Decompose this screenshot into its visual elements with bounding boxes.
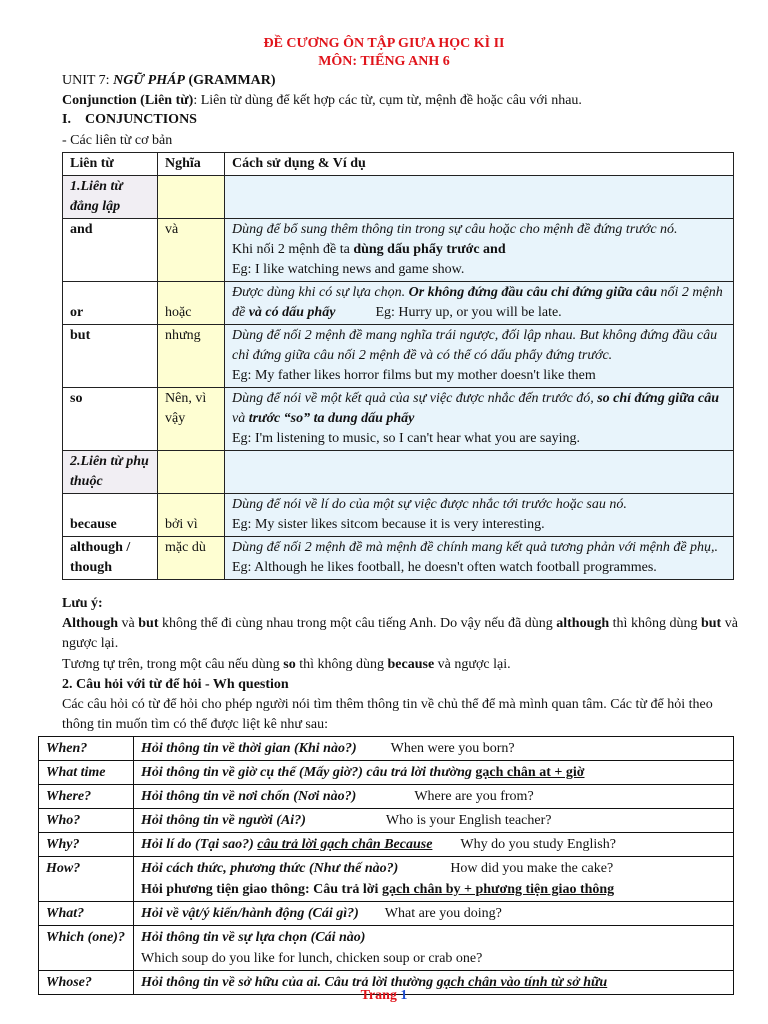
group-coordinating: 1.Liên từ đẳng lập [63, 176, 158, 219]
wh-desc-text: Hỏi thông tin về thời gian (Khi nào?) [141, 741, 357, 756]
table-row [63, 494, 734, 537]
usage-text: Dùng để nối 2 mệnh đề mà mệnh đề chính mang kết quả tương phản với mệnh đề phụ,. [232, 540, 719, 555]
wh-whose: Whose? [39, 971, 134, 995]
wh-example: Who is your English teacher? [385, 813, 552, 828]
note-text: và ngược lại. [62, 616, 738, 651]
unit-prefix: UNIT 7: [62, 73, 114, 88]
wh-underline: gạch chân by + phương tiện giao thông [381, 882, 615, 897]
table-row [39, 785, 734, 809]
conj-although: although / though [63, 537, 158, 580]
meaning-because: bởi vì [158, 494, 225, 537]
conjunction-table [62, 152, 734, 580]
usage-and [225, 219, 734, 282]
wh-heading: 2. Câu hỏi với từ để hỏi - Wh question [62, 677, 289, 692]
doc-title-line1: ĐỀ CƯƠNG ÔN TẬP GIƯA HỌC KÌ II [263, 36, 505, 51]
table-row [63, 219, 734, 282]
table-row [63, 537, 734, 580]
wh-who-desc [134, 809, 734, 833]
basic-list-label: - Các liên từ cơ bản [62, 133, 173, 148]
usage-text: Dùng để bổ sung thêm thông tin trong sự câu hoặc cho mệnh đề đứng trước nó. [232, 222, 678, 237]
note-text: và [118, 616, 139, 631]
note-text: và ngược lại. [434, 657, 511, 672]
table-row [63, 451, 734, 494]
wh-who: Who? [39, 809, 134, 833]
wh-example: Why do you study English? [460, 837, 616, 852]
section-number: I. [62, 112, 71, 127]
table-row [63, 388, 734, 451]
note-text: Tương tự trên, trong một câu nếu dùng [62, 657, 284, 672]
usage-text: Được dùng khi có sự lựa chọn. [232, 285, 409, 300]
example-text: Eg: I like watching news and game show. [232, 262, 465, 277]
note-text: thì không dùng [609, 616, 701, 631]
wh-intro: Các câu hỏi có từ để hỏi cho phép người nói tìm thêm thông tin về chủ thể để mà mình quan tâm. Các từ để hỏi theo thông tin muốn tìm có thể được liệt kê như sau: [62, 697, 713, 732]
wh-which-desc [134, 926, 734, 971]
table-row [39, 833, 734, 857]
wh-what-desc [134, 902, 734, 926]
header-usage: Cách sử dụng & Ví dụ [225, 153, 734, 176]
wh-desc-text: Hỏi thông tin về sự lựa chọn (Cái nào) [141, 930, 366, 945]
wh-how-desc [134, 857, 734, 902]
empty-cell [158, 176, 225, 219]
usage-emphasis: Or không đứng đầu câu chỉ đứng giữa câu [408, 285, 658, 300]
wh-desc-text: Hỏi về vật/ý kiến/hành động (Cái gì?) [141, 906, 359, 921]
wh-whattime-desc [134, 761, 734, 785]
wh-which: Which (one)? [39, 926, 134, 971]
wh-what: What? [39, 902, 134, 926]
note-bold: because [387, 657, 435, 672]
conjunction-definition [62, 91, 742, 111]
wh-underline: câu trả lời gạch chân Because [257, 837, 433, 852]
header-meaning: Nghĩa [158, 153, 225, 176]
usage-or [225, 282, 734, 325]
note-text: thì không dùng [295, 657, 388, 672]
meaning-but: nhưng [158, 325, 225, 388]
section-heading [62, 110, 742, 130]
usage-but [225, 325, 734, 388]
meaning-although: mặc dù [158, 537, 225, 580]
example-text: Eg: My sister likes sitcom because it is very interesting. [232, 517, 545, 532]
wh-desc-text: Hỏi phương tiện giao thông: Câu trả lời [141, 882, 382, 897]
meaning-or: hoặc [158, 282, 225, 325]
note-text: không thể đi cùng nhau trong một câu tiếng Anh. Do vậy nếu đã dùng [158, 616, 557, 631]
note-bold: but [138, 616, 159, 631]
conj-so: so [63, 388, 158, 451]
note-bold: but [700, 616, 722, 631]
usage-text: Dùng để nói về lí do của một sự việc được nhắc tới trước hoặc sau nó. [232, 497, 627, 512]
usage-text: và [232, 411, 249, 426]
table-row [63, 325, 734, 388]
wh-desc-text: Hỏi thông tin về người (Ai?) [141, 813, 306, 828]
table-row [39, 809, 734, 833]
table-row [39, 902, 734, 926]
usage-emphasis: dùng dấu phẩy trước and [353, 242, 506, 257]
wh-underline: gạch chân at + giờ [475, 765, 585, 780]
unit-suffix: (GRAMMAR) [184, 73, 276, 88]
wh-question-table [38, 736, 734, 995]
wh-desc-text: Hỏi thông tin về nơi chốn (Nơi nào?) [141, 789, 357, 804]
table-row [63, 282, 734, 325]
table-header-row [63, 153, 734, 176]
wh-desc-text: Hỏi cách thức, phương thức (Như thế nào?) [141, 861, 399, 876]
wh-whattime: What time [39, 761, 134, 785]
wh-when-desc [134, 737, 734, 761]
wh-desc-text: Hỏi thông tin về sở hữu của ai. Câu trả lời thường [141, 975, 437, 990]
table-row [39, 761, 734, 785]
example-text: Eg: Although he likes football, he doesn't often watch football programmes. [232, 560, 657, 575]
wh-where: Where? [39, 785, 134, 809]
example-text: Eg: I'm listening to music, so I can't hear what you are saying. [232, 431, 580, 446]
section-title: CONJUNCTIONS [84, 112, 197, 127]
example-text: Eg: My father likes horror films but my mother doesn't like them [232, 368, 596, 383]
usage-because [225, 494, 734, 537]
wh-why-desc [134, 833, 734, 857]
doc-title-line2: MÔN: TIẾNG ANH 6 [318, 54, 450, 69]
conj-term: Conjunction (Liên từ) [62, 93, 194, 108]
note-bold: although [556, 616, 610, 631]
usage-although [225, 537, 734, 580]
wh-example: How did you make the cake? [450, 861, 614, 876]
usage-emphasis: trước “so” ta dung dấu phẩy [248, 411, 415, 426]
conj-because: because [63, 494, 158, 537]
unit-italic: NGỮ PHÁP [113, 73, 185, 88]
wh-example: When were you born? [390, 741, 515, 756]
wh-underline: gạch chân vào tính từ sở hữu [436, 975, 608, 990]
wh-how: How? [39, 857, 134, 902]
note-label: Lưu ý: [62, 596, 103, 611]
wh-desc-text: Hỏi lí do (Tại sao?) [141, 837, 258, 852]
note-bold: so [283, 657, 296, 672]
usage-so [225, 388, 734, 451]
wh-example: Which soup do you like for lunch, chicken soup or crab one? [141, 951, 483, 966]
wh-example: Where are you from? [414, 789, 534, 804]
table-row [63, 176, 734, 219]
usage-text: nối 2 mệnh đề [232, 285, 723, 320]
wh-why: Why? [39, 833, 134, 857]
empty-cell [225, 451, 734, 494]
empty-cell [225, 176, 734, 219]
wh-desc-text: Hỏi thông tin về giờ cụ thể (Mấy giờ?) câu trả lời thường [141, 765, 476, 780]
group-subordinating: 2.Liên từ phụ thuộc [63, 451, 158, 494]
usage-text: Dùng để nói về một kết quả của sự việc được nhắc đến trước đó, [232, 391, 598, 406]
table-row [39, 857, 734, 902]
table-row [39, 737, 734, 761]
wh-when: When? [39, 737, 134, 761]
table-row [39, 926, 734, 971]
meaning-so: Nên, vì vậy [158, 388, 225, 451]
usage-text: Dùng để nối 2 mệnh đề mang nghĩa trái ngược, đối lập nhau. But không đứng đầu câu chỉ đứng giữa câu nối 2 mệnh đề và có thể có dấu phẩy đứng trước. [232, 328, 718, 363]
wh-where-desc [134, 785, 734, 809]
wh-example: What are you doing? [384, 906, 502, 921]
meaning-and: và [158, 219, 225, 282]
header-conjunction: Liên từ [63, 153, 158, 176]
conj-but: but [63, 325, 158, 388]
note-bold: Although [62, 616, 119, 631]
page-number: 1 [400, 988, 408, 1003]
note-paragraph-1 [62, 614, 742, 654]
page-footer [0, 988, 768, 1004]
usage-emphasis: so chỉ đứng giữa câu [597, 391, 719, 406]
footer-label: Trang [360, 988, 397, 1003]
conj-text: : Liên từ dùng để kết hợp các từ, cụm từ, mệnh đề hoặc câu với nhau. [193, 93, 582, 108]
unit-heading [62, 71, 742, 91]
note-paragraph-2 [62, 655, 742, 675]
conj-or: or [63, 282, 158, 325]
usage-emphasis: và có dấu phẩy [248, 305, 336, 320]
usage-text: Khi nối 2 mệnh đề ta [232, 242, 354, 257]
empty-cell [158, 451, 225, 494]
conj-and: and [63, 219, 158, 282]
example-text: Eg: Hurry up, or you will be late. [375, 305, 562, 320]
